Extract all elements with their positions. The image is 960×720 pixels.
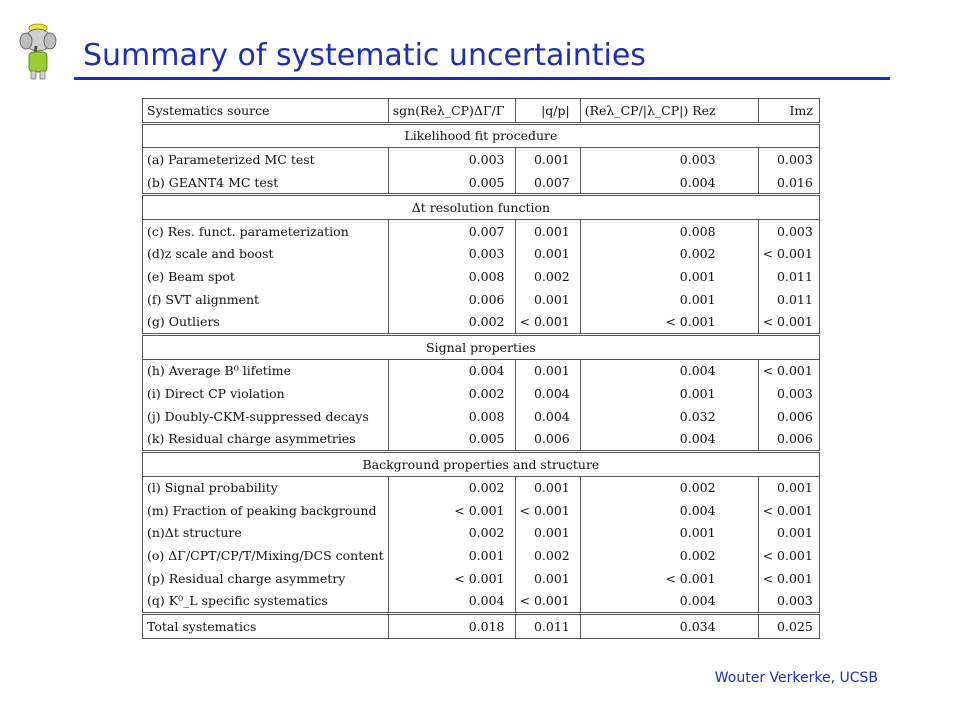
table-row: [143, 359, 820, 382]
row-value: < 0.001: [758, 567, 819, 590]
row-value: < 0.001: [580, 567, 758, 590]
row-value: 0.004: [580, 589, 758, 613]
row-value: 0.006: [388, 288, 515, 311]
row-value: 0.004: [388, 589, 515, 613]
row-label: (h) Average B⁰ lifetime: [143, 359, 389, 382]
row-value: < 0.001: [515, 499, 580, 522]
footer-author: Wouter Verkerke, UCSB: [714, 670, 878, 686]
row-value: 0.004: [580, 427, 758, 451]
row-value: 0.001: [388, 544, 515, 567]
row-label: Systematics source: [143, 99, 389, 124]
row-value: 0.034: [580, 614, 758, 639]
row-value: 0.005: [388, 171, 515, 195]
row-value: 0.003: [758, 382, 819, 405]
row-value: < 0.001: [515, 310, 580, 334]
row-label: (n)Δt structure: [143, 522, 389, 545]
systematics-table-container: [142, 98, 813, 639]
table-row: [143, 427, 820, 451]
row-value: < 0.001: [758, 310, 819, 334]
row-value: 0.001: [580, 382, 758, 405]
row-value: 0.032: [580, 405, 758, 428]
section-title: Δt resolution function: [143, 195, 820, 220]
row-value: < 0.001: [758, 544, 819, 567]
table-row: [143, 219, 820, 242]
row-value: 0.002: [580, 544, 758, 567]
table-row: [143, 288, 820, 311]
row-label: (p) Residual charge asymmetry: [143, 567, 389, 590]
row-label: (k) Residual charge asymmetries: [143, 427, 389, 451]
table-row: [143, 405, 820, 428]
table-row: [143, 148, 820, 171]
row-value: 0.001: [758, 522, 819, 545]
row-value: 0.008: [388, 405, 515, 428]
babar-elephant-logo: [18, 22, 58, 80]
table-row: [143, 171, 820, 195]
row-value: 0.001: [515, 359, 580, 382]
row-value: < 0.001: [515, 589, 580, 613]
row-value: 0.001: [515, 522, 580, 545]
row-value: 0.004: [580, 499, 758, 522]
table-row: [143, 265, 820, 288]
row-value: 0.025: [758, 614, 819, 639]
row-label: (a) Parameterized MC test: [143, 148, 389, 171]
table-row: [143, 243, 820, 266]
row-value: 0.001: [580, 288, 758, 311]
table-row: [143, 567, 820, 590]
row-label: (q) K⁰_L specific systematics: [143, 589, 389, 613]
section-header-row: [143, 123, 820, 148]
page-title: Summary of systematic uncertainties: [83, 38, 646, 73]
section-title: Likelihood fit procedure: [143, 123, 820, 148]
row-value: 0.002: [388, 382, 515, 405]
table-row: [143, 382, 820, 405]
section-header-row: [143, 195, 820, 220]
row-label: (i) Direct CP violation: [143, 382, 389, 405]
row-value: 0.005: [388, 427, 515, 451]
row-value: 0.001: [515, 243, 580, 266]
row-value: 0.006: [758, 405, 819, 428]
row-label: (l) Signal probability: [143, 476, 389, 499]
row-label: (g) Outliers: [143, 310, 389, 334]
row-value: 0.003: [758, 219, 819, 242]
row-value: 0.001: [515, 476, 580, 499]
row-value: 0.002: [580, 476, 758, 499]
row-value: 0.002: [580, 243, 758, 266]
row-value: < 0.001: [388, 567, 515, 590]
row-value: 0.001: [580, 522, 758, 545]
row-value: < 0.001: [758, 359, 819, 382]
row-label: (c) Res. funct. parameterization: [143, 219, 389, 242]
row-label: Total systematics: [143, 614, 389, 639]
row-value: 0.004: [515, 382, 580, 405]
row-value: 0.001: [758, 476, 819, 499]
row-value: 0.002: [388, 310, 515, 334]
row-value: 0.001: [580, 265, 758, 288]
row-value: 0.002: [388, 522, 515, 545]
row-value: 0.018: [388, 614, 515, 639]
table-row: [143, 544, 820, 567]
row-label: (e) Beam spot: [143, 265, 389, 288]
row-value: sgn(Reλ_CP)ΔΓ/Γ: [388, 99, 515, 124]
row-value: 0.007: [388, 219, 515, 242]
row-value: 0.006: [515, 427, 580, 451]
row-value: 0.003: [388, 243, 515, 266]
row-value: 0.011: [758, 265, 819, 288]
row-value: Imz: [758, 99, 819, 124]
title-underline: [74, 77, 890, 80]
row-label: (o) ΔΓ/CPT/CP/T/Mixing/DCS content: [143, 544, 389, 567]
row-value: < 0.001: [758, 499, 819, 522]
row-value: 0.003: [388, 148, 515, 171]
row-value: 0.003: [758, 148, 819, 171]
section-title: Signal properties: [143, 334, 820, 359]
row-label: (m) Fraction of peaking background: [143, 499, 389, 522]
table-row: [143, 499, 820, 522]
row-value: 0.003: [580, 148, 758, 171]
row-value: 0.002: [515, 265, 580, 288]
row-value: 0.004: [515, 405, 580, 428]
table-row: [143, 476, 820, 499]
row-value: 0.004: [580, 171, 758, 195]
row-value: 0.008: [388, 265, 515, 288]
row-value: 0.011: [515, 614, 580, 639]
row-value: |q/p|: [515, 99, 580, 124]
section-header-row: [143, 451, 820, 476]
row-value: 0.001: [515, 567, 580, 590]
row-value: 0.003: [758, 589, 819, 613]
row-value: 0.016: [758, 171, 819, 195]
row-label: (b) GEANT4 MC test: [143, 171, 389, 195]
section-header-row: [143, 334, 820, 359]
table-row: [143, 310, 820, 334]
row-value: 0.002: [388, 476, 515, 499]
table-row: [143, 589, 820, 613]
row-value: 0.004: [388, 359, 515, 382]
row-value: 0.004: [580, 359, 758, 382]
row-value: < 0.001: [388, 499, 515, 522]
table-header-row: [143, 99, 820, 124]
row-value: < 0.001: [580, 310, 758, 334]
systematics-table: [142, 98, 820, 639]
row-value: 0.008: [580, 219, 758, 242]
row-value: 0.001: [515, 148, 580, 171]
row-value: < 0.001: [758, 243, 819, 266]
row-value: 0.002: [515, 544, 580, 567]
row-label: (f) SVT alignment: [143, 288, 389, 311]
row-value: 0.001: [515, 219, 580, 242]
total-row: [143, 614, 820, 639]
row-value: (Reλ_CP/|λ_CP|) Rez: [580, 99, 758, 124]
row-value: 0.007: [515, 171, 580, 195]
row-value: 0.001: [515, 288, 580, 311]
row-label: (d)z scale and boost: [143, 243, 389, 266]
table-row: [143, 522, 820, 545]
row-value: 0.006: [758, 427, 819, 451]
section-title: Background properties and structure: [143, 451, 820, 476]
row-value: 0.011: [758, 288, 819, 311]
row-label: (j) Doubly-CKM-suppressed decays: [143, 405, 389, 428]
